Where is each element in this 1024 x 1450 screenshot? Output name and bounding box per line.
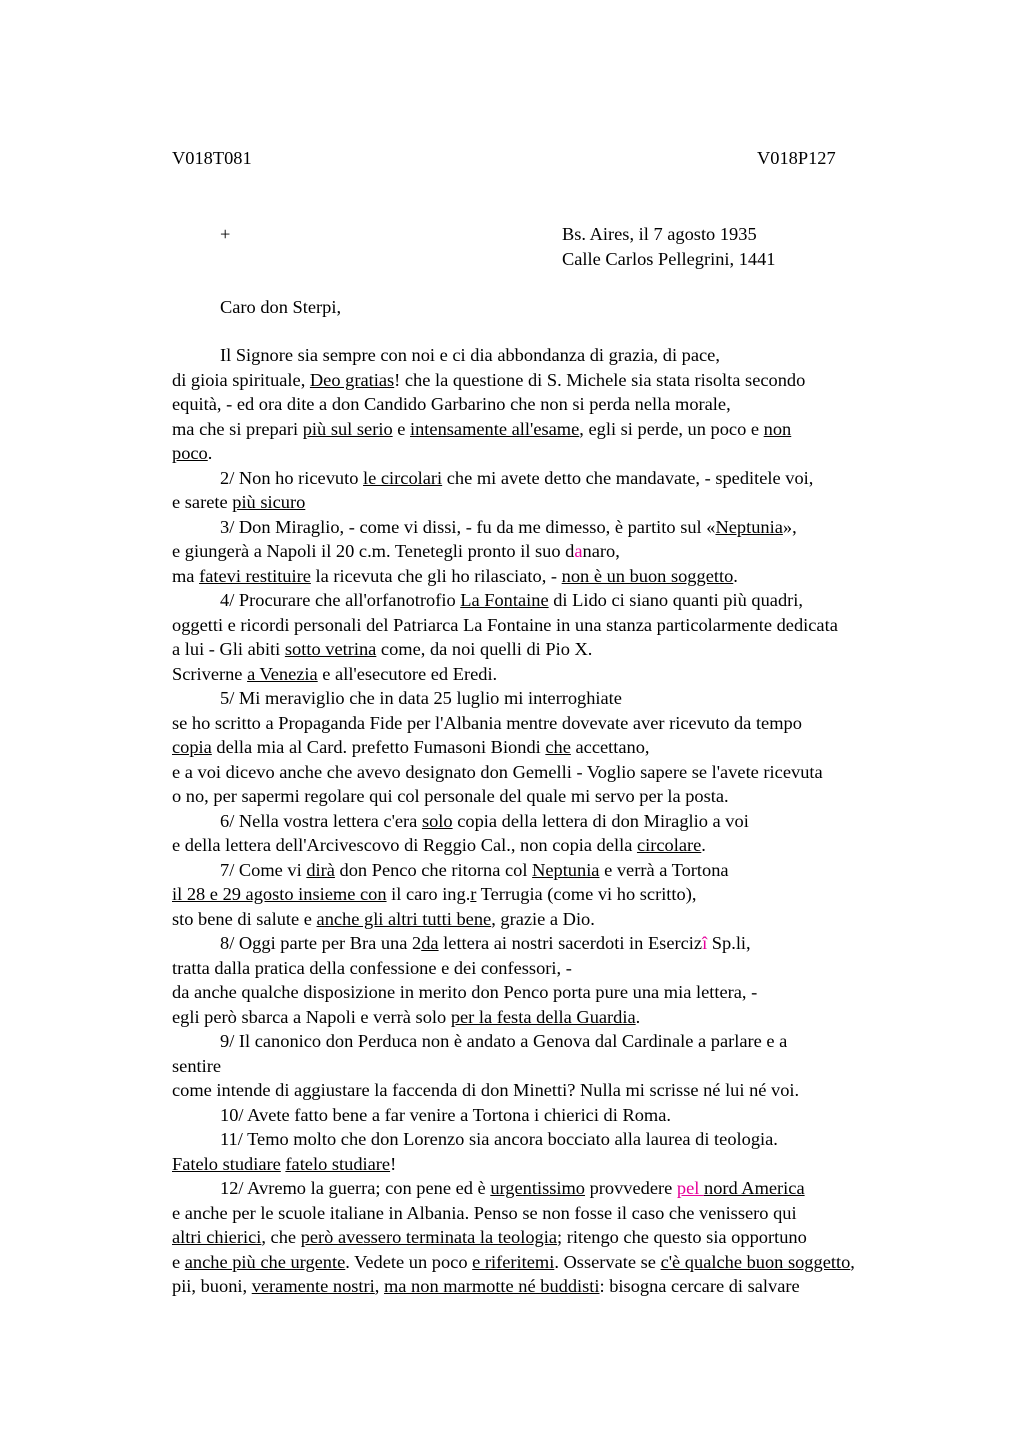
- underlined-text: a Venezia: [247, 663, 318, 684]
- underlined-text: pel: [676, 1178, 704, 1198]
- text-segment: e a voi dicevo anche che avevo designato don Gemelli - Voglio sapere se l'avete ricevuta: [172, 761, 823, 782]
- underlined-text: solo: [421, 810, 453, 831]
- text-segment: . Vedete un poco: [345, 1251, 473, 1272]
- underlined-text: anche gli altri tutti bene: [316, 908, 492, 929]
- letter-line: [172, 1078, 952, 1103]
- underlined-text: fatelo studiare: [285, 1153, 391, 1174]
- letter-line: [172, 907, 952, 932]
- document-code-left: V018T081: [172, 148, 252, 168]
- letter-line: [172, 392, 952, 417]
- text-segment: e verrà a Tortona: [599, 859, 729, 880]
- letter-line: [172, 490, 952, 515]
- text-segment: 2/ Non ho ricevuto: [220, 467, 364, 488]
- text-segment: , che: [261, 1227, 301, 1247]
- underlined-text: più sicuro: [232, 492, 306, 512]
- text-segment: a: [574, 541, 583, 561]
- text-segment: e: [392, 418, 410, 439]
- text-segment: di Lido ci siano quanti più quadri,: [548, 590, 803, 610]
- underlined-text: urgentissimo: [490, 1178, 585, 1198]
- text-segment: e della lettera dell'Arcivescovo di Reggio Cal., non copia della: [172, 835, 637, 855]
- letter-line: [172, 1127, 952, 1152]
- underlined-text: La Fontaine: [460, 590, 549, 610]
- underlined-text: per la festa della Guardia: [450, 1006, 636, 1027]
- letter-line: [172, 368, 952, 393]
- letter-line: [172, 588, 952, 613]
- letter-line: [172, 1152, 952, 1177]
- text-segment: ma: [172, 565, 200, 586]
- letter-line: [172, 931, 952, 956]
- text-segment: ,: [850, 1251, 855, 1272]
- underlined-text: copia: [172, 737, 212, 757]
- text-segment: e anche per le scuole italiane in Albania. Penso se non fosse il caso che venissero qui: [172, 1202, 797, 1223]
- text-segment: 6/ Nella vostra lettera c'era: [220, 810, 422, 831]
- text-segment: sentire: [172, 1055, 222, 1076]
- text-segment: .: [733, 565, 738, 586]
- underlined-text: circolare: [636, 835, 702, 855]
- letter-line: [172, 956, 952, 981]
- letter-line: [172, 343, 952, 368]
- text-segment: ma che si prepari: [172, 418, 303, 439]
- underlined-text: ma non marmotte né buddisti: [383, 1276, 600, 1296]
- text-segment: tratta dalla pratica della confessione e dei confessori, -: [172, 957, 572, 978]
- text-segment: naro,: [582, 541, 620, 561]
- text-segment: Scriverne: [172, 663, 248, 684]
- letter-line: [172, 662, 952, 687]
- text-segment: 4/ Procurare che all'orfanotrofio: [220, 590, 461, 610]
- underlined-text: r: [470, 884, 477, 904]
- underlined-text: non: [763, 418, 792, 439]
- underlined-text: Fatelo studiare: [172, 1153, 281, 1174]
- underlined-text: nord America: [704, 1178, 805, 1198]
- text-segment: sto bene di salute e: [172, 908, 317, 929]
- letter-line: [172, 564, 952, 589]
- text-segment: Sp.li,: [707, 933, 751, 953]
- text-segment: .: [701, 835, 706, 855]
- underlined-text: dirà: [306, 859, 335, 880]
- text-segment: e giungerà a Napoli il 20 c.m. Tenetegli pronto il suo d: [172, 541, 575, 561]
- underlined-text: Neptunia: [715, 516, 783, 537]
- text-segment: se ho scritto a Propaganda Fide per l'Albania mentre dovevate aver ricevuto da tempo: [172, 712, 802, 733]
- underlined-text: le circolari: [363, 467, 443, 488]
- underlined-text: però avessero terminata la teologia: [300, 1227, 558, 1247]
- letter-line: [172, 1103, 952, 1128]
- text-segment: e sarete: [172, 492, 233, 512]
- text-segment: come, da noi quelli di Pio X.: [376, 639, 593, 659]
- letter-line: [172, 417, 952, 442]
- underlined-text: il 28 e 29 agosto insieme con: [172, 884, 387, 904]
- letter-line: [172, 1029, 952, 1054]
- letter-line: [172, 1225, 952, 1250]
- text-segment: pii, buoni,: [172, 1276, 252, 1296]
- letter-line: [172, 539, 952, 564]
- letter-line: [172, 711, 952, 736]
- text-segment: provvedere: [585, 1178, 677, 1198]
- text-segment: don Penco che ritorna col: [334, 859, 533, 880]
- text-segment: copia della lettera di don Miraglio a voi: [452, 810, 749, 831]
- text-segment: oggetti e ricordi personali del Patriarca La Fontaine in una stanza particolarmente dedicata: [172, 614, 838, 635]
- underlined-text: anche più che urgente: [184, 1251, 346, 1272]
- cross-mark: +: [220, 224, 231, 244]
- text-segment: .: [207, 443, 213, 463]
- text-segment: !: [390, 1153, 397, 1174]
- text-segment: egli però sbarca a Napoli e verrà solo: [172, 1006, 451, 1027]
- text-segment: , egli si perde, un poco e: [579, 418, 764, 439]
- salutation: Caro don Sterpi,: [220, 297, 342, 317]
- underlined-text: che: [545, 737, 571, 757]
- letter-line: [172, 882, 952, 907]
- underlined-text: e riferitemi: [472, 1251, 555, 1272]
- text-segment: e: [172, 1251, 185, 1272]
- letter-line: [172, 833, 952, 858]
- underlined-text: poco: [172, 443, 208, 463]
- text-segment: . Osservate se: [554, 1251, 661, 1272]
- letter-line: [172, 809, 952, 834]
- letter-line: [172, 1274, 952, 1299]
- letter-line: [172, 1005, 952, 1030]
- text-segment: ; ritengo che questo sia opportuno: [557, 1227, 807, 1247]
- text-segment: ! che la questione di S. Michele sia stata risolta secondo: [394, 369, 806, 390]
- underlined-text: da: [421, 933, 439, 953]
- text-segment: »,: [782, 516, 797, 537]
- text-segment: che mi avete detto che mandavate, - speditele voi,: [442, 467, 814, 488]
- letter-line: [172, 515, 952, 540]
- letter-line: [172, 735, 952, 760]
- text-segment: 10/ Avete fatto bene a far venire a Tortona i chierici di Roma.: [220, 1104, 671, 1125]
- underlined-text: veramente nostri: [251, 1276, 375, 1296]
- text-segment: la ricevuta che gli ho rilasciato, -: [310, 565, 562, 586]
- text-segment: come intende di aggiustare la faccenda di don Minetti? Nulla mi scrisse né lui né voi.: [172, 1080, 800, 1100]
- text-segment: 11/ Temo molto che don Lorenzo sia ancora bocciato alla laurea di teologia.: [220, 1129, 778, 1149]
- letter-line: [172, 686, 952, 711]
- letter-line: [172, 1054, 952, 1079]
- text-segment: a lui - Gli abiti: [172, 639, 285, 659]
- text-segment: 12/ Avremo la guerra; con pene ed è: [220, 1178, 491, 1198]
- text-segment: , grazie a Dio.: [491, 908, 595, 929]
- text-segment: 9/ Il canonico don Perduca non è andato a Genova dal Cardinale a parlare e a: [220, 1031, 788, 1051]
- underlined-text: sotto vetrina: [284, 639, 377, 659]
- text-segment: lettera ai nostri sacerdoti in Eserciz: [438, 933, 703, 953]
- underlined-text: Neptunia: [532, 859, 600, 880]
- text-segment: î: [702, 933, 708, 953]
- letter-line: [172, 1176, 952, 1201]
- letter-body: [172, 343, 952, 1299]
- underlined-text: Deo gratias: [309, 369, 395, 390]
- underlined-text: altri chierici: [172, 1227, 262, 1247]
- text-segment: 5/ Mi meraviglio che in data 25 luglio mi interroghiate: [220, 688, 622, 708]
- letter-line: [172, 637, 952, 662]
- text-segment: ,: [374, 1276, 384, 1296]
- text-segment: Terrugia (come vi ho scritto),: [476, 884, 697, 904]
- text-segment: : bisogna cercare di salvare: [599, 1276, 800, 1296]
- text-segment: da anche qualche disposizione in merito don Penco porta pure una mia lettera, -: [172, 982, 758, 1002]
- letter-line: [172, 784, 952, 809]
- text-segment: equità, - ed ora dite a don Candido Garbarino che non si perda nella morale,: [172, 394, 731, 414]
- place-date: Bs. Aires, il 7 agosto 1935: [562, 224, 757, 244]
- text-segment: o no, per sapermi regolare qui col personale del quale mi servo per la posta.: [172, 786, 729, 806]
- text-segment: accettano,: [570, 737, 650, 757]
- letter-line: [172, 760, 952, 785]
- text-segment: 8/ Oggi parte per Bra una 2: [220, 933, 422, 953]
- text-segment: il caro ing.: [386, 884, 471, 904]
- letter-line: [172, 980, 952, 1005]
- text-segment: .: [635, 1006, 641, 1027]
- street-address: Calle Carlos Pellegrini, 1441: [562, 248, 776, 269]
- text-segment: 7/ Come vi: [220, 859, 307, 880]
- underlined-text: non è un buon soggetto: [561, 565, 734, 586]
- document-code-right: V018P127: [757, 148, 836, 168]
- letter-line: [172, 466, 952, 491]
- underlined-text: più sul serio: [302, 418, 393, 439]
- text-segment: Il Signore sia sempre con noi e ci dia abbondanza di grazia, di pace,: [220, 345, 720, 365]
- letter-line: [172, 613, 952, 638]
- address-block: [562, 222, 776, 271]
- letter-line: [172, 1250, 952, 1275]
- text-segment: della mia al Card. prefetto Fumasoni Biondi: [211, 737, 546, 757]
- underlined-text: intensamente all'esame: [410, 418, 580, 439]
- underlined-text: fatevi restituire: [199, 565, 311, 586]
- letter-line: [172, 1201, 952, 1226]
- underlined-text: c'è qualche buon soggetto: [660, 1251, 851, 1272]
- letter-line: [172, 441, 952, 466]
- letter-line: [172, 858, 952, 883]
- text-segment: e all'esecutore ed Eredi.: [317, 663, 498, 684]
- text-segment: 3/ Don Miraglio, - come vi dissi, - fu da me dimesso, è partito sul «: [220, 516, 716, 537]
- text-segment: di gioia spirituale,: [172, 369, 310, 390]
